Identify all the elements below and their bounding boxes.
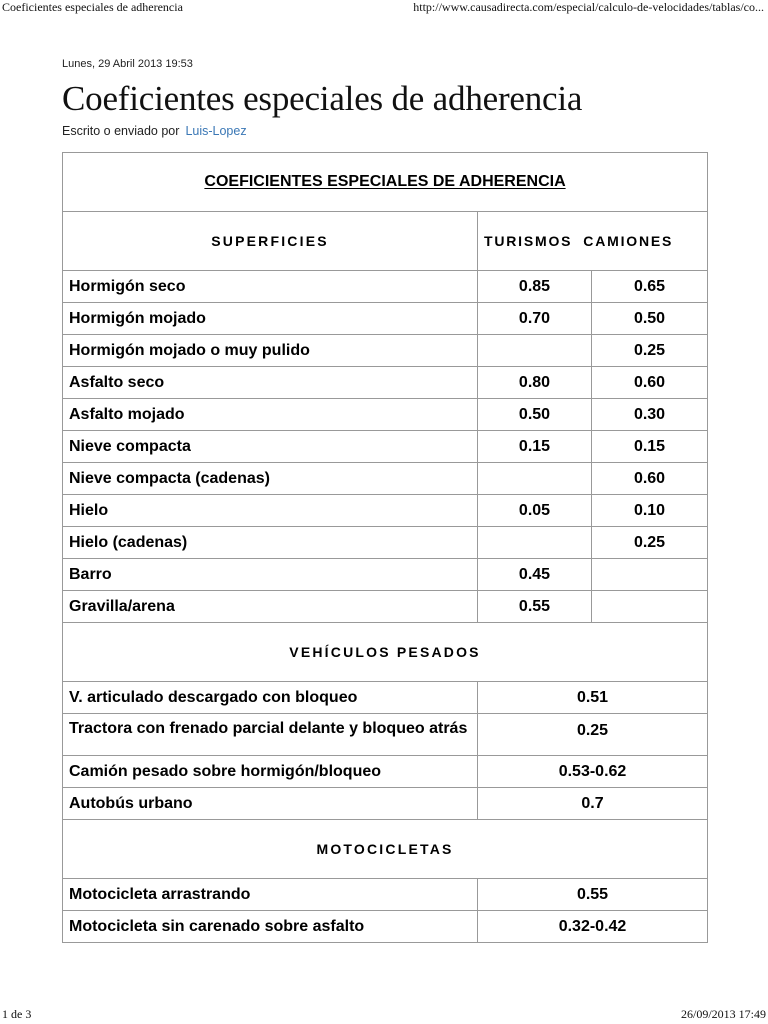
turismos-value: 0.55 bbox=[478, 591, 592, 623]
camiones-value: 0.25 bbox=[592, 527, 708, 559]
turismos-value: 0.50 bbox=[478, 399, 592, 431]
table-row bbox=[63, 682, 708, 714]
coefficient-value: 0.32-0.42 bbox=[478, 911, 708, 943]
surface-name: Hormigón mojado o muy pulido bbox=[63, 335, 478, 367]
vehicle-name: Tractora con frenado parcial delante y bloqueo atrás bbox=[63, 714, 478, 756]
camiones-value: 0.65 bbox=[592, 271, 708, 303]
adherence-table bbox=[62, 152, 708, 943]
camiones-value: 0.15 bbox=[592, 431, 708, 463]
article-title: Coeficientes especiales de adherencia bbox=[62, 79, 583, 118]
section-vehiculos-pesados-row bbox=[63, 623, 708, 682]
camiones-value: 0.60 bbox=[592, 463, 708, 495]
turismos-value bbox=[478, 335, 592, 367]
surface-name: Asfalto mojado bbox=[63, 399, 478, 431]
surface-name: Asfalto seco bbox=[63, 367, 478, 399]
table-title: COEFICIENTES ESPECIALES DE ADHERENCIA bbox=[63, 153, 708, 212]
table-row bbox=[63, 495, 708, 527]
coefficient-value: 0.53-0.62 bbox=[478, 756, 708, 788]
table-row bbox=[63, 335, 708, 367]
vehicle-name: V. articulado descargado con bloqueo bbox=[63, 682, 478, 714]
surface-name: Barro bbox=[63, 559, 478, 591]
vehicle-name: Camión pesado sobre hormigón/bloqueo bbox=[63, 756, 478, 788]
coefficient-value: 0.55 bbox=[478, 879, 708, 911]
table-row bbox=[63, 879, 708, 911]
vehicle-name: Autobús urbano bbox=[63, 788, 478, 820]
camiones-value: 0.60 bbox=[592, 367, 708, 399]
header-superficies: SUPERFICIES bbox=[63, 212, 478, 271]
table-row bbox=[63, 591, 708, 623]
coefficient-value: 0.25 bbox=[478, 714, 708, 756]
table-row bbox=[63, 431, 708, 463]
header-vehicle-types bbox=[478, 212, 708, 271]
page-count: 1 de 3 bbox=[2, 1007, 32, 1021]
print-header bbox=[0, 0, 768, 16]
turismos-value: 0.45 bbox=[478, 559, 592, 591]
section-motocicletas: MOTOCICLETAS bbox=[63, 820, 708, 879]
coefficient-value: 0.7 bbox=[478, 788, 708, 820]
table-row bbox=[63, 399, 708, 431]
camiones-value bbox=[592, 591, 708, 623]
table-row bbox=[63, 714, 708, 756]
surface-name: Gravilla/arena bbox=[63, 591, 478, 623]
surface-name: Nieve compacta bbox=[63, 431, 478, 463]
article-date: Lunes, 29 Abril 2013 19:53 bbox=[62, 58, 193, 70]
byline bbox=[62, 124, 247, 138]
turismos-value: 0.05 bbox=[478, 495, 592, 527]
turismos-value: 0.70 bbox=[478, 303, 592, 335]
camiones-value: 0.25 bbox=[592, 335, 708, 367]
camiones-value: 0.10 bbox=[592, 495, 708, 527]
table-row bbox=[63, 756, 708, 788]
turismos-value bbox=[478, 527, 592, 559]
turismos-value: 0.85 bbox=[478, 271, 592, 303]
print-footer bbox=[0, 1007, 768, 1023]
surface-name: Hormigón seco bbox=[63, 271, 478, 303]
table-row bbox=[63, 559, 708, 591]
table-row bbox=[63, 527, 708, 559]
table-row bbox=[63, 911, 708, 943]
print-url: http://www.causadirecta.com/especial/calculo-de-velocidades/tablas/co... bbox=[413, 0, 764, 14]
table-row bbox=[63, 463, 708, 495]
surface-name: Hielo bbox=[63, 495, 478, 527]
print-page-title: Coeficientes especiales de adherencia bbox=[2, 0, 183, 14]
header-turismos: TURISMOS bbox=[484, 233, 573, 249]
section-motocicletas-row bbox=[63, 820, 708, 879]
coefficient-value: 0.51 bbox=[478, 682, 708, 714]
turismos-value bbox=[478, 463, 592, 495]
table-row bbox=[63, 303, 708, 335]
turismos-value: 0.80 bbox=[478, 367, 592, 399]
vehicle-name: Motocicleta arrastrando bbox=[63, 879, 478, 911]
section-vehiculos-pesados: VEHÍCULOS PESADOS bbox=[63, 623, 708, 682]
print-timestamp: 26/09/2013 17:49 bbox=[680, 1007, 766, 1021]
table-row bbox=[63, 788, 708, 820]
vehicle-name: Motocicleta sin carenado sobre asfalto bbox=[63, 911, 478, 943]
camiones-value bbox=[592, 559, 708, 591]
surface-name: Hielo (cadenas) bbox=[63, 527, 478, 559]
turismos-value: 0.15 bbox=[478, 431, 592, 463]
byline-label: Escrito o enviado por bbox=[62, 124, 180, 138]
table-row bbox=[63, 271, 708, 303]
camiones-value: 0.30 bbox=[592, 399, 708, 431]
surface-name: Hormigón mojado bbox=[63, 303, 478, 335]
author-link[interactable]: Luis-Lopez bbox=[185, 124, 247, 138]
table-row bbox=[63, 367, 708, 399]
camiones-value: 0.50 bbox=[592, 303, 708, 335]
header-camiones: CAMIONES bbox=[583, 233, 674, 249]
surface-name: Nieve compacta (cadenas) bbox=[63, 463, 478, 495]
